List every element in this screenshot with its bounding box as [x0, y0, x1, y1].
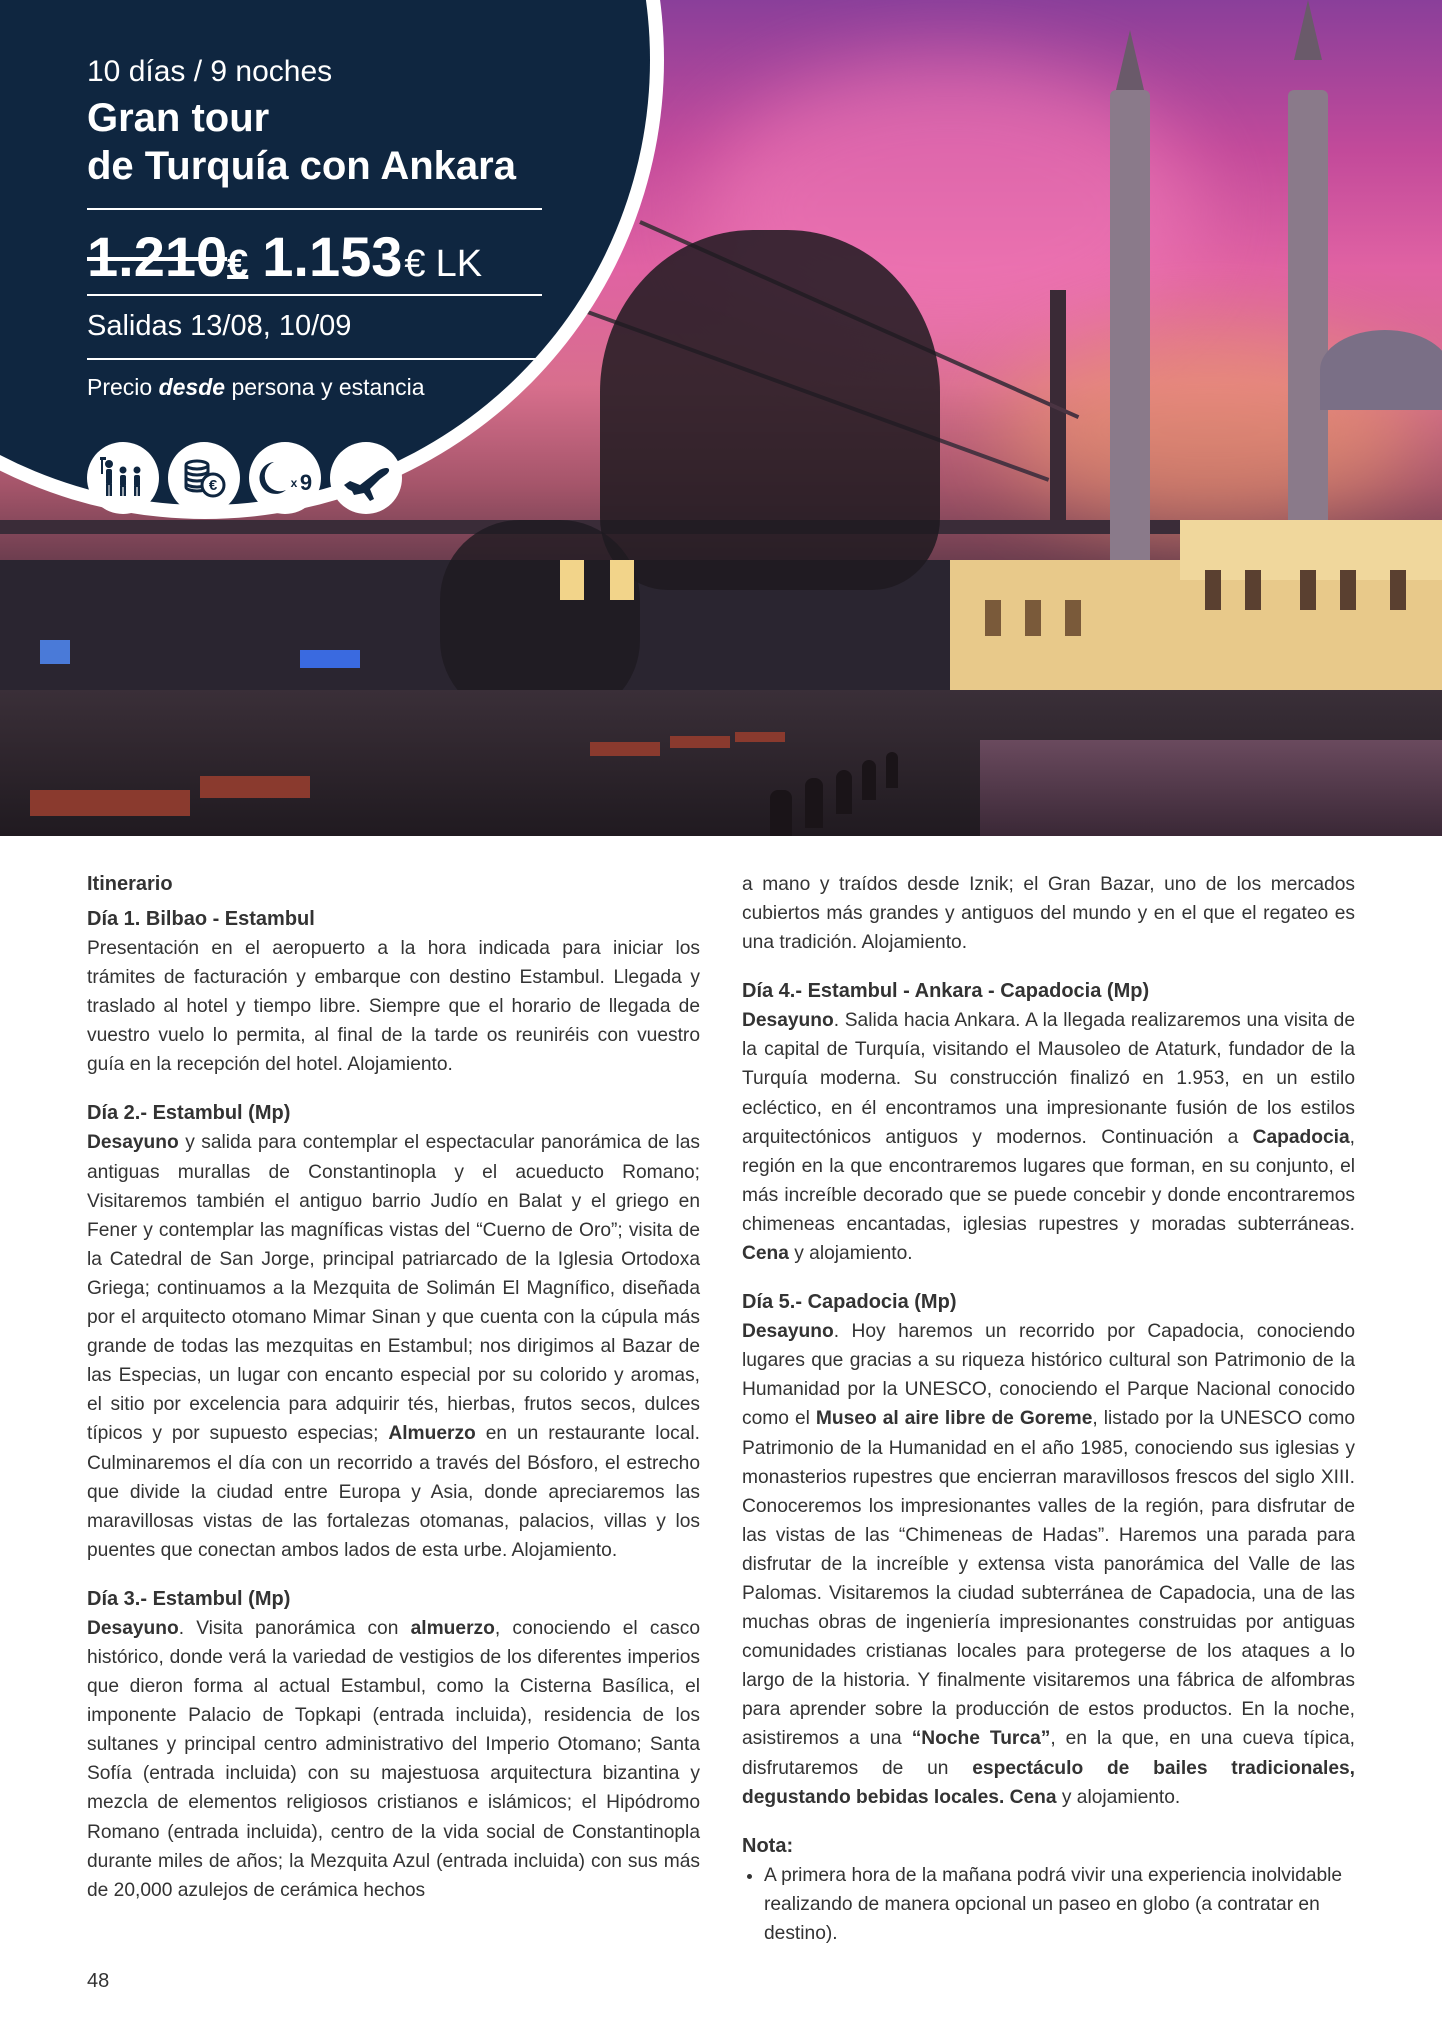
note-item: • A primera hora de la mañana podrá vivir una experiencia inolvidable realizando de manera opcional un paseo en globo (a contratar en destino). — [764, 1861, 1355, 1948]
bold-event: “Noche Turca” — [911, 1728, 1051, 1750]
departure-dates: Salidas 13/08, 10/09 — [87, 310, 352, 342]
day-3-title: Día 3.- Estambul (Mp) — [87, 1587, 291, 1610]
bold-meal: Desayuno — [742, 1010, 834, 1032]
day-1-text: Presentación en el aeropuerto a la hora indicada para iniciar los trámites de facturación y embarque con destino Estambul. Llegada y traslado al hotel y tiempo libre. Siempre que el horario de llegada de vuestro vuelo lo permita, al final de la tarde os reuniréis con vuestro guía en la recepción del hotel. Alojamiento. — [87, 938, 700, 1076]
day-5-text — [742, 1317, 1355, 1812]
day-5-text-part: , listado por la UNESCO como Patrimonio de la Humanidad en el año 1985, conociendo sus iglesias y monasterios rupestres que encierran maravillosos frescos del siglo XIII. Conoceremos los impresionantes valles de la región, para disfrutar de las vistas de las “Chimeneas de Hadas”. Haremos una parada para disfrutar de la increíble y extensa vista panorámica del Valle de las Palomas. Visitaremos la ciudad subterránea de Capadocia, una de las muchas obras de ingeniería impresionantes construidas por antiguas comunidades cristianas locales para protegerse de los ataques a lo largo de la historia. Y finalmente visitaremos una fábrica de alfombras para aprender sobre la producción de estos productos. En la noche, asistiremos a una — [742, 1408, 1356, 1750]
plane-icon — [330, 442, 402, 514]
day-5-title: Día 5.- Capadocia (Mp) — [742, 1291, 957, 1314]
itinerary-right-column — [742, 870, 1355, 1948]
day-5-text-part: , en la que, en una cueva típica, disfrutaremos de un — [742, 1728, 1355, 1779]
day-2-text-part: en un restaurante local. Culminaremos el día con un recorrido a través del Bósforo, el estrecho que divide la ciudad entre Europa y Asia, donde apreciaremos las maravillosas vistas de las fortalezas otomanas, palacios, villas y los puentes que conectan ambos lados de esta urbe. Alojamiento. — [87, 1423, 700, 1561]
day-3-text — [87, 1614, 700, 1905]
old-price-value: 1.210 — [87, 225, 228, 288]
trip-title-line-1: Gran tour — [87, 96, 270, 140]
day-3-continuation: a mano y traídos desde Iznik; el Gran Bazar, uno de los mercados cubiertos más grandes y antiguos del mundo y en el que el regateo es una tradición. Alojamiento. — [742, 874, 1355, 954]
bold-event: espectáculo de bailes tradicionales, degustando bebidas locales. Cena — [742, 1757, 1355, 1808]
day-4-text-part: , región en la que encontraremos lugares que forman, en su conjunto, el más increíble decorado que se puede concebir y donde encontraremos chimeneas encantadas, iglesias rupestres y moradas subterráneas. — [742, 1126, 1355, 1235]
itinerary-heading: Itinerario — [87, 873, 173, 895]
new-price: 1.153 — [262, 225, 403, 288]
trip-title-line-2: de Turquía con Ankara — [87, 144, 516, 188]
bold-meal: Cena — [742, 1243, 789, 1265]
new-price-tag: LK — [435, 243, 483, 285]
day-4-text-part: . Salida hacia Ankara. A la llegada realizaremos una visita de la capital de Turquía, visitando el Mausoleo de Ataturk, fundador de la Turquía moderna. Su construcción finalizó en 1.953, en un estilo ecléctico, en él encontramos una impresionante fusión de los estilos arquitectónicos antiguos y modernos. Continuación a — [742, 1010, 1355, 1148]
features-icons — [87, 442, 547, 514]
day-5-text-part: . Hoy haremos un recorrido por Capadocia, conociendo lugares que gracias a su riqueza histórico cultural son Patrimonio de la Humanidad por la UNESCO, conociendo el Parque Nacional conocido como el — [742, 1321, 1355, 1430]
old-price — [87, 224, 262, 289]
bold-meal: almuerzo — [410, 1617, 495, 1639]
page-number: 48 — [87, 1970, 110, 1992]
bold-place: Capadocia — [1252, 1126, 1350, 1148]
divider — [87, 358, 542, 360]
new-price-currency: € — [404, 243, 426, 285]
svg-text:9: 9 — [299, 470, 313, 495]
trip-duration: 10 días / 9 noches — [87, 55, 333, 88]
day-1-title: Día 1. Bilbao - Estambul — [87, 908, 315, 930]
bold-meal: Desayuno — [87, 1132, 179, 1154]
bold-meal: Almuerzo — [388, 1423, 476, 1445]
guide-group-icon — [87, 442, 159, 514]
price-note — [87, 372, 547, 402]
nights-x9-icon — [249, 442, 321, 514]
day-2-text-part: y salida para contemplar el espectacular panorámica de las antiguas murallas de Constantinopla y el acueducto Romano; Visitaremos también el antiguo barrio Judío en Balat y el griego en Fener y contemplar las magníficas vistas del “Cuerno de Oro”; visita de la Catedral de San Jorge, principal patriarcado de la Iglesia Ortodoxa Griega; continuamos a la Mezquita de Solimán El Magnífico, diseñada por el arquitecto otomano Mimar Sinan y que cuenta con la cúpula más grande de todas las mezquitas en Estambul; nos dirigimos al Bazar de las Especias, un lugar con encanto especial por su colorido y aromas, el sitio por excelencia para adquirir tés, hierbas, frutos secos, dulces típicos y por supuesto especias; — [87, 1132, 700, 1445]
day-4-title: Día 4.- Estambul - Ankara - Capadocia (Mp) — [742, 980, 1150, 1003]
day-5-text-part: y alojamiento. — [1056, 1786, 1181, 1808]
day-2-title: Día 2.- Estambul (Mp) — [87, 1102, 291, 1125]
day-3-text-part: . Visita panorámica con — [178, 1617, 411, 1639]
day-4-text — [742, 1006, 1355, 1268]
svg-text:x: x — [290, 476, 298, 490]
trip-title — [87, 94, 547, 190]
price-note-pre: Precio — [87, 374, 153, 400]
price-note-post: persona y estancia — [231, 374, 425, 400]
note-list — [742, 1861, 1355, 1948]
coins-euro-icon — [168, 442, 240, 514]
divider — [87, 208, 542, 210]
day-3-text-part: , conociendo el casco histórico, donde verá la variedad de vestigios de los diferentes imperios que dieron forma al actual Estambul, como la Cisterna Basílica, el imponente Palacio de Topkapi (entrada incluida), residencia de los sultanes y principal centro administrativo del Imperio Otomano; Santa Sofía (entrada incluida) con su majestuosa arquitectura bizantina y mezcla de elementos religiosos cristianos e islámicos; el Hipódromo Romano (entrada incluida), centro de la vida social de Constantinopla durante miles de años; la Mezquita Azul (entrada incluida) con sus más de 20,000 azulejos de cerámica hechos — [87, 1617, 701, 1901]
price-note-bold: desde — [158, 374, 226, 400]
bold-meal: Desayuno — [742, 1321, 834, 1343]
price-row — [87, 224, 547, 288]
bold-place: Museo al aire libre de Goreme — [815, 1408, 1093, 1430]
note-title: Nota: — [742, 1834, 794, 1857]
bold-meal: Desayuno — [87, 1617, 179, 1639]
svg-text:€: € — [208, 477, 218, 494]
itinerary-left-column — [87, 870, 700, 1905]
old-price-currency: € — [227, 243, 249, 285]
day-2-text — [87, 1128, 700, 1564]
divider — [87, 294, 542, 296]
day-4-text-part: y alojamiento. — [788, 1243, 913, 1265]
title-panel-content — [87, 52, 547, 514]
